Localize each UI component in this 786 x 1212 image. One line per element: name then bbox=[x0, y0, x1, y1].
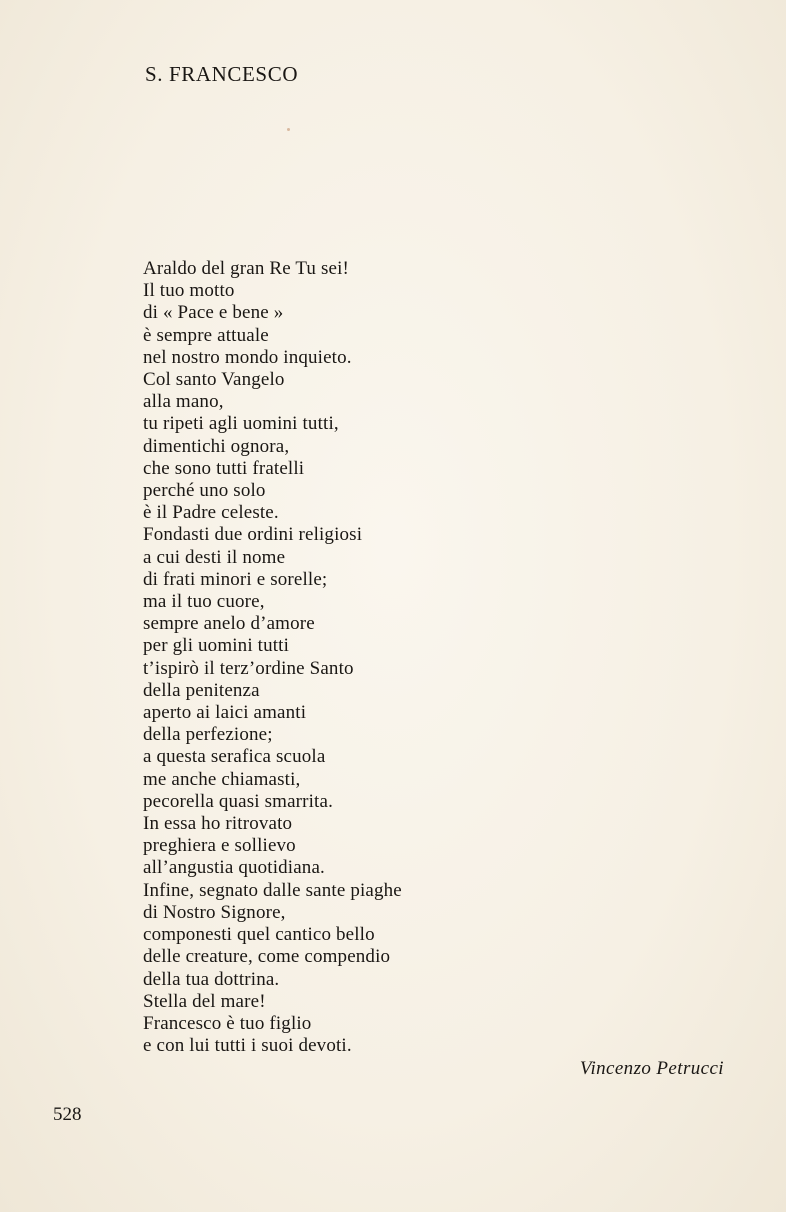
poem-line: che sono tutti fratelli bbox=[143, 457, 305, 479]
poem-line: di « Pace e bene » bbox=[143, 302, 284, 324]
poem-line: è il Padre celeste. bbox=[143, 502, 279, 524]
poem-line: ma il tuo cuore, bbox=[143, 591, 265, 613]
poem-line: nel nostro mondo inquieto. bbox=[143, 346, 352, 368]
poem-line: Araldo del gran Re Tu sei! bbox=[143, 258, 350, 279]
poem-line: preghiera e sollievo bbox=[143, 835, 296, 857]
poem-line: pecorella quasi smarrita. bbox=[143, 790, 333, 812]
poem-line: In essa ho ritrovato bbox=[143, 813, 293, 835]
poem-line: Infine, segnato dalle sante piaghe bbox=[143, 879, 402, 901]
poem-line: della penitenza bbox=[143, 679, 260, 701]
poem-line: alla mano, bbox=[143, 391, 224, 413]
page-number: 528 bbox=[53, 1104, 82, 1125]
poem-line: di Nostro Signore, bbox=[143, 901, 286, 923]
poem-line: per gli uomini tutti bbox=[143, 635, 290, 657]
poem-line: tu ripeti agli uomini tutti, bbox=[143, 413, 339, 435]
poem-line: Col santo Vangelo bbox=[143, 369, 285, 391]
poem-line: Il tuo motto bbox=[143, 280, 235, 302]
poem-line: a cui desti il nome bbox=[143, 546, 286, 568]
poem-line: sempre anelo d’amore bbox=[143, 613, 315, 635]
paper-speck bbox=[287, 128, 290, 131]
poem-line: Stella del mare! bbox=[143, 990, 266, 1012]
poem-line: è sempre attuale bbox=[143, 324, 269, 346]
poem-line: Fondasti due ordini religiosi bbox=[143, 524, 363, 546]
poem-line: della perfezione; bbox=[143, 724, 273, 746]
poem-line: delle creature, come compendio bbox=[143, 946, 391, 968]
poem-line: a questa serafica scuola bbox=[143, 746, 326, 768]
poem-line: della tua dottrina. bbox=[143, 968, 280, 990]
poem-line: t’ispirò il terz’ordine Santo bbox=[143, 657, 354, 679]
poem-line: componesti quel cantico bello bbox=[143, 924, 375, 946]
poem-line: di frati minori e sorelle; bbox=[143, 568, 328, 590]
poem-line: Francesco è tuo figlio bbox=[143, 1012, 312, 1034]
poem-body bbox=[143, 258, 402, 1057]
poem-line: perché uno solo bbox=[143, 480, 266, 502]
poem-line: e con lui tutti i suoi devoti. bbox=[143, 1035, 352, 1057]
poem-line: dimentichi ognora, bbox=[143, 435, 290, 457]
poem-line: all’angustia quotidiana. bbox=[143, 857, 325, 879]
poem-line: me anche chiamasti, bbox=[143, 768, 301, 790]
poem-author: Vincenzo Petrucci bbox=[579, 1058, 724, 1079]
poem-title: S. FRANCESCO bbox=[145, 62, 299, 86]
poem-line: aperto ai laici amanti bbox=[143, 702, 307, 724]
